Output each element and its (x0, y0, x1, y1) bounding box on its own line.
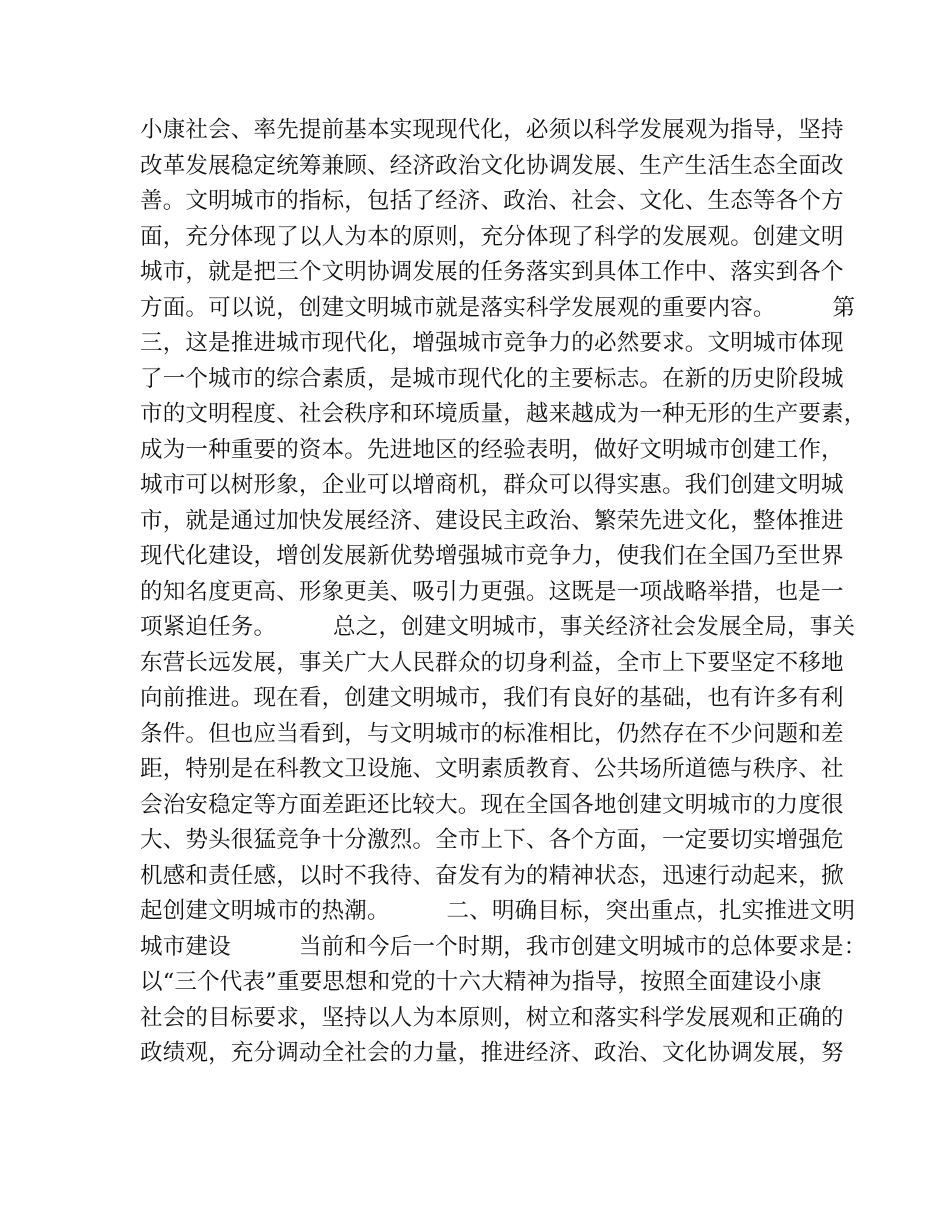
text-line: 条件。但也应当看到，与文明城市的标准相比，仍然存在不少问题和差 (140, 720, 844, 747)
text-line: 机感和责任感，以时不我待、奋发有为的精神状态，迅速行动起来，掀 (140, 862, 844, 889)
text-line: 市的文明程度、社会秩序和环境质量，越来越成为一种无形的生产要素， (140, 401, 867, 427)
text-line: 改革发展稳定统筹兼顾、经济政治文化协调发展、生产生活生态全面改 (140, 152, 844, 179)
text-line: 城市，就是把三个文明协调发展的任务落实到具体工作中、落实到各个 (140, 259, 844, 285)
text-line: 小康社会、率先提前基本实现现代化，必须以科学发展观为指导，坚持 (140, 117, 844, 143)
text-line: 政绩观，充分调动全社会的力量，推进经济、政治、文化协调发展，努 (140, 1040, 844, 1066)
text-line: 东营长远发展，事关广大人民群众的切身利益，全市上下要坚定不移地 (140, 649, 844, 676)
text-line: 了一个城市的综合素质，是城市现代化的主要标志。在新的历史阶段城 (140, 365, 844, 392)
text-line: 现代化建设，增创发展新优势增强城市竞争力，使我们在全国乃至世界 (140, 543, 844, 569)
text-line: 成为一种重要的资本。先进地区的经验表明，做好文明城市创建工作， (140, 436, 844, 463)
text-line: 起创建文明城市的热潮。 二、明确目标，突出重点，扎实推进文明 (140, 898, 856, 924)
text-line: 三，这是推进城市现代化，增强城市竞争力的必然要求。文明城市体现 (140, 330, 844, 356)
text-line: 大、势头很猛竞争十分激烈。全市上下、各个方面，一定要切实增强危 (140, 827, 844, 853)
text-line: 社会的目标要求，坚持以人为本原则，树立和落实科学发展观和正确的 (140, 1004, 844, 1031)
text-line: 会治安稳定等方面差距还比较大。现在全国各地创建文明城市的力度很 (140, 791, 844, 818)
text-line: 距，特别是在科教文卫设施、文明素质教育、公共场所道德与秩序、社 (140, 756, 844, 782)
text-line: 善。文明城市的指标，包括了经济、政治、社会、文化、生态等各个方 (140, 188, 844, 214)
text-line: 城市建设 当前和今后一个时期，我市创建文明城市的总体要求是： (140, 933, 867, 960)
text-line: 的知名度更高、形象更美、吸引力更强。这既是一项战略举措，也是一 (140, 578, 844, 605)
text-line: 市，就是通过加快发展经济、建设民主政治、繁荣先进文化，整体推进 (140, 507, 844, 534)
text-line: 向前推进。现在看，创建文明城市，我们有良好的基础，也有许多有利 (140, 685, 844, 711)
text-line: 面，充分体现了以人为本的原则，充分体现了科学的发展观。创建文明 (140, 223, 844, 250)
text-line: 以“三个代表”重要思想和党的十六大精神为指导，按照全面建设小康 (140, 969, 822, 995)
body-text (140, 113, 867, 1072)
text-line: 方面。可以说，创建文明城市就是落实科学发展观的重要内容。 第 (140, 294, 856, 321)
text-line: 城市可以树形象，企业可以增商机，群众可以得实惠。我们创建文明城 (140, 472, 844, 498)
text-line: 项紧迫任务。 总之，创建文明城市，事关经济社会发展全局，事关 (140, 614, 856, 640)
